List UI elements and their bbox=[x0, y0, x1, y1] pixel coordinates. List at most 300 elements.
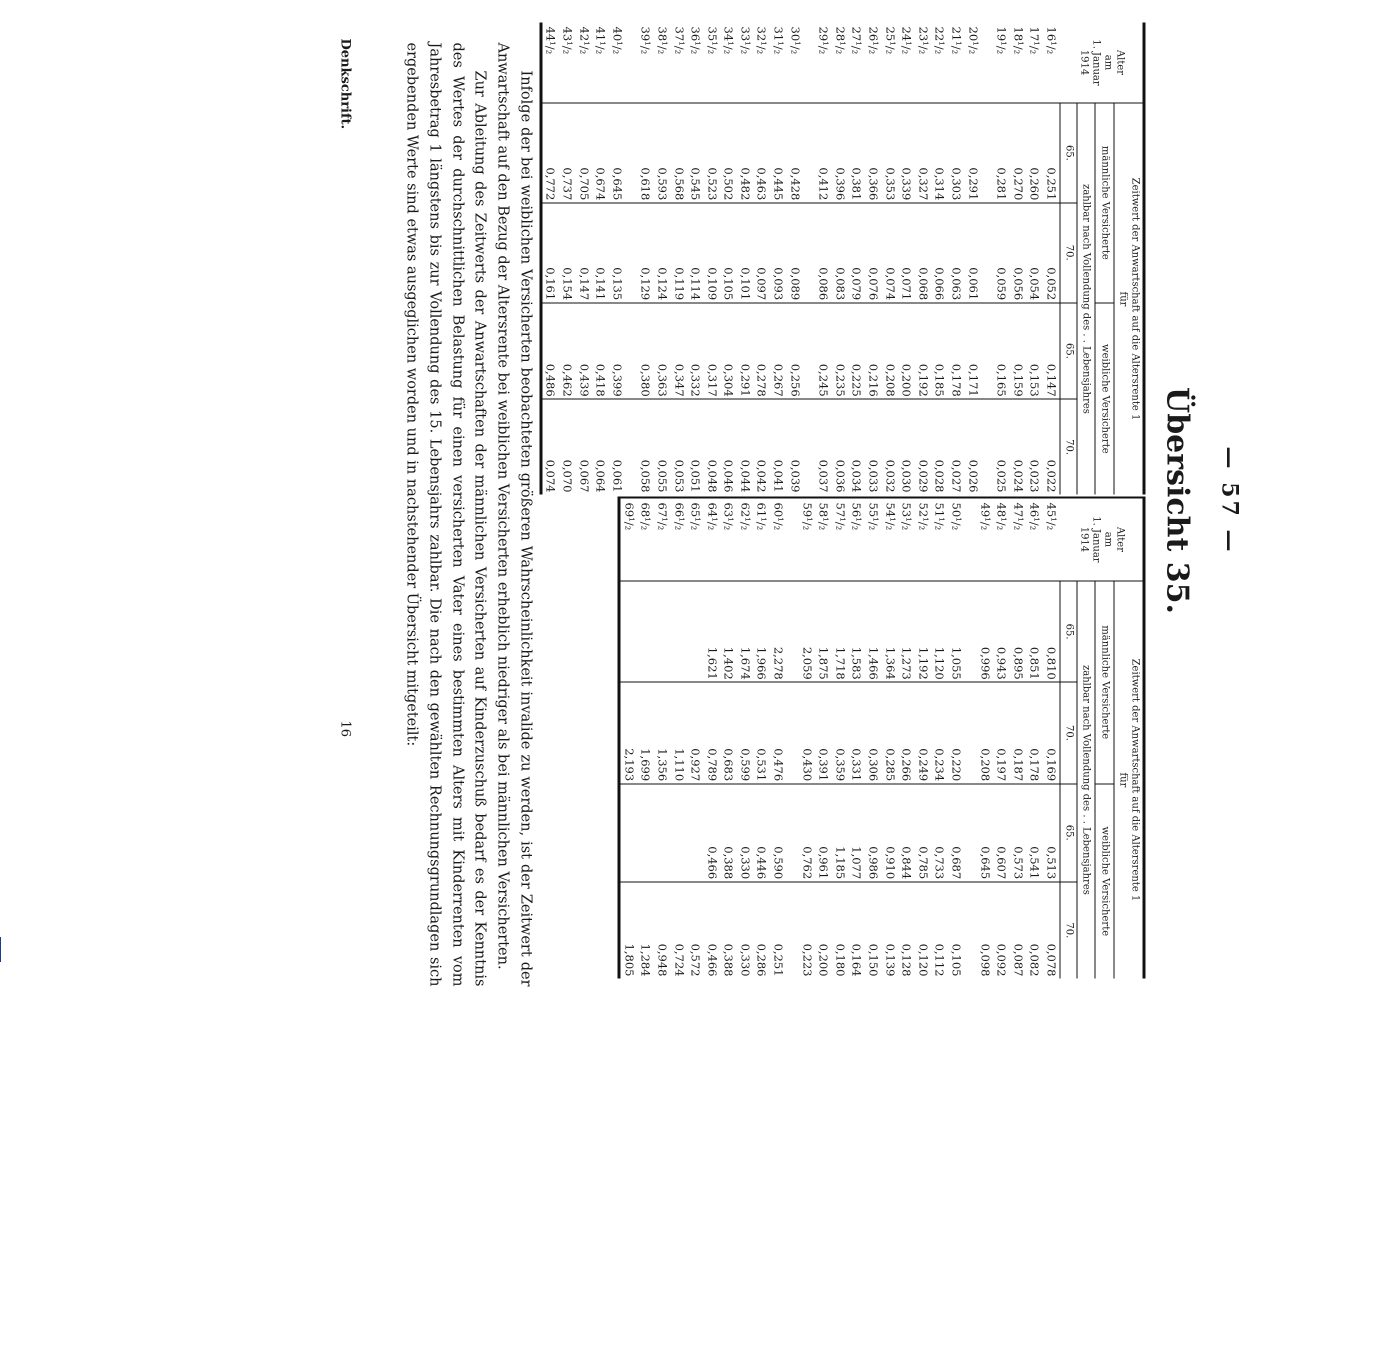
age-cell: 33¹/₂ bbox=[738, 26, 753, 55]
table-row bbox=[815, 498, 832, 979]
age-cell: 35¹/₂ bbox=[705, 26, 720, 55]
value-cell bbox=[619, 784, 637, 882]
value-cell: 0,026 bbox=[965, 399, 982, 494]
value-cell: 0,022 bbox=[1043, 399, 1060, 494]
value-cell: 0,314 bbox=[931, 103, 948, 203]
value-cell: 0,531 bbox=[753, 682, 770, 783]
value-cell: 0,446 bbox=[753, 784, 770, 882]
age-cell: 16¹/₂ bbox=[1044, 26, 1059, 55]
value-cell: 0,785 bbox=[915, 784, 932, 882]
table-row bbox=[1010, 23, 1027, 495]
value-cell: 0,353 bbox=[882, 103, 899, 203]
age-cell: 31¹/₂ bbox=[771, 26, 786, 55]
table-row bbox=[882, 498, 899, 979]
table-row bbox=[753, 23, 770, 495]
col-65: 65. bbox=[1060, 784, 1077, 882]
value-cell: 0,466 bbox=[704, 882, 721, 979]
value-cell: 0,234 bbox=[931, 682, 948, 783]
age-cell: 48¹/₂ bbox=[994, 502, 1009, 531]
value-cell: 1,364 bbox=[882, 581, 899, 682]
value-cell: 0,281 bbox=[993, 103, 1010, 203]
value-cell bbox=[965, 784, 977, 882]
age-cell bbox=[803, 23, 815, 103]
value-cell: 0,466 bbox=[704, 784, 721, 882]
value-cell: 1,402 bbox=[720, 581, 737, 682]
age-cell: 39¹/₂ bbox=[638, 26, 653, 55]
table-row bbox=[687, 23, 704, 495]
value-cell: 0,285 bbox=[882, 682, 899, 783]
value-cell: 0,418 bbox=[592, 303, 609, 400]
value-cell: 0,208 bbox=[882, 303, 899, 400]
value-cell bbox=[787, 784, 799, 882]
table-row bbox=[799, 498, 816, 979]
value-cell: 0,590 bbox=[770, 784, 787, 882]
age-header: Alter am 1. Januar 1914 bbox=[1078, 39, 1126, 86]
col-65: 65. bbox=[1060, 303, 1077, 400]
value-cell: 0,267 bbox=[770, 303, 787, 400]
age-cell: 60¹/₂ bbox=[771, 502, 786, 531]
value-cell bbox=[981, 203, 993, 303]
age-header: Alter am 1. Januar 1914 bbox=[1078, 516, 1126, 563]
value-cell: 0,036 bbox=[832, 399, 849, 494]
table-row bbox=[832, 498, 849, 979]
value-cell: 1,185 bbox=[832, 784, 849, 882]
table-row bbox=[948, 498, 965, 979]
value-cell: 0,705 bbox=[575, 103, 592, 203]
value-cell: 0,171 bbox=[965, 303, 982, 400]
value-cell: 0,381 bbox=[848, 103, 865, 203]
table-row bbox=[609, 23, 626, 495]
value-cell: 0,124 bbox=[654, 203, 671, 303]
value-cell: 0,129 bbox=[637, 203, 654, 303]
value-cell: 0,178 bbox=[948, 303, 965, 400]
value-cell: 0,330 bbox=[737, 784, 754, 882]
table-row bbox=[1043, 23, 1060, 495]
paragraph: Zur Ableitung des Zeitwerts der Anwartschaften der männlichen Versicherten auf Kinderzuschuß bedarf es der Kenntnis des Wertes der durchschnittlichen Belastung für einen versicherten Vater eines bestimmten Alters mit Kinderrenten vom Jahresbetrag 1 längstens bis zur Vollendung des 15. Lebensjahrs zahlbar. Die nach den gewählten Rechnungsgrundlagen sich ergebenden Werte sind etwas ausgeglichen worden und in nachstehender Übersicht mitgeteilt: bbox=[403, 42, 488, 987]
age-cell: 28¹/₂ bbox=[833, 26, 848, 55]
value-cell: 0,023 bbox=[1026, 399, 1043, 494]
value-cell: 0,051 bbox=[687, 399, 704, 494]
table-row bbox=[915, 498, 932, 979]
value-cell: 0,844 bbox=[898, 784, 915, 882]
female-header: weibliche Versicherte bbox=[1095, 784, 1114, 979]
age-cell: 54¹/₂ bbox=[883, 502, 898, 531]
value-cell: 0,083 bbox=[832, 203, 849, 303]
age-cell: 34¹/₂ bbox=[721, 26, 736, 55]
page-title: Übersicht 35. bbox=[1159, 387, 1195, 614]
value-cell: 0,063 bbox=[948, 203, 965, 303]
value-cell: 0,235 bbox=[832, 303, 849, 400]
value-cell: 1,120 bbox=[931, 581, 948, 682]
value-cell: 0,304 bbox=[720, 303, 737, 400]
value-cell: 0,070 bbox=[559, 399, 576, 494]
age-cell: 50¹/₂ bbox=[949, 502, 964, 531]
value-cell: 0,064 bbox=[592, 399, 609, 494]
value-cell: 0,052 bbox=[1043, 203, 1060, 303]
value-cell: 0,599 bbox=[737, 682, 754, 783]
age-cell: 51¹/₂ bbox=[932, 502, 947, 531]
value-cell: 0,399 bbox=[609, 303, 626, 400]
table-row bbox=[931, 498, 948, 979]
value-cell: 0,462 bbox=[559, 303, 576, 400]
age-cell: 64¹/₂ bbox=[705, 502, 720, 531]
value-cell: 0,098 bbox=[977, 882, 994, 979]
value-cell bbox=[787, 581, 799, 682]
value-cell bbox=[670, 581, 687, 682]
value-cell: 0,200 bbox=[815, 882, 832, 979]
page-number: — 57 — bbox=[1216, 446, 1243, 555]
age-cell: 40¹/₂ bbox=[610, 26, 625, 55]
value-cell: 1,966 bbox=[753, 581, 770, 682]
age-cell: 26¹/₂ bbox=[866, 26, 881, 55]
table-row bbox=[737, 23, 754, 495]
value-cell: 0,733 bbox=[931, 784, 948, 882]
value-cell bbox=[803, 399, 815, 494]
age-cell: 59¹/₂ bbox=[800, 502, 815, 531]
value-cell bbox=[637, 581, 654, 682]
value-cell: 0,078 bbox=[1043, 882, 1060, 979]
value-cell bbox=[654, 784, 671, 882]
age-cell: 68¹/₂ bbox=[638, 502, 653, 531]
payable-header: zahlbar nach Vollendung des . . Lebensjahres bbox=[1077, 581, 1095, 979]
table-row bbox=[993, 498, 1010, 979]
age-cell bbox=[981, 23, 993, 103]
value-cell: 0,119 bbox=[670, 203, 687, 303]
value-cell: 0,927 bbox=[687, 682, 704, 783]
value-cell: 0,772 bbox=[541, 103, 559, 203]
age-cell: 53¹/₂ bbox=[899, 502, 914, 531]
age-cell: 20¹/₂ bbox=[966, 26, 981, 55]
value-cell: 0,208 bbox=[977, 682, 994, 783]
value-cell: 0,029 bbox=[915, 399, 932, 494]
age-cell bbox=[965, 498, 977, 581]
table-row bbox=[882, 23, 899, 495]
age-cell: 42¹/₂ bbox=[577, 26, 592, 55]
value-cell: 0,573 bbox=[1010, 784, 1027, 882]
value-cell: 1,805 bbox=[619, 882, 637, 979]
value-cell: 0,388 bbox=[720, 784, 737, 882]
value-cell: 0,851 bbox=[1026, 581, 1043, 682]
age-cell: 41¹/₂ bbox=[593, 26, 608, 55]
table-row bbox=[704, 498, 721, 979]
value-cell: 0,034 bbox=[848, 399, 865, 494]
age-cell: 36¹/₂ bbox=[688, 26, 703, 55]
value-cell: 0,161 bbox=[541, 203, 559, 303]
age-cell: 38¹/₂ bbox=[655, 26, 670, 55]
value-cell: 0,439 bbox=[575, 303, 592, 400]
male-header: männliche Versicherte bbox=[1095, 581, 1114, 784]
age-cell: 25¹/₂ bbox=[883, 26, 898, 55]
age-cell: 66¹/₂ bbox=[672, 502, 687, 531]
value-cell: 0,216 bbox=[865, 303, 882, 400]
body-text bbox=[400, 43, 537, 987]
value-cell: 0,266 bbox=[898, 682, 915, 783]
value-cell: 0,044 bbox=[737, 399, 754, 494]
value-cell: 0,093 bbox=[770, 203, 787, 303]
age-cell: 18¹/₂ bbox=[1011, 26, 1026, 55]
value-cell: 0,055 bbox=[654, 399, 671, 494]
table-row bbox=[753, 498, 770, 979]
value-cell: 0,027 bbox=[948, 399, 965, 494]
table-row bbox=[787, 23, 804, 495]
value-cell: 0,245 bbox=[815, 303, 832, 400]
value-cell: 0,541 bbox=[1026, 784, 1043, 882]
value-cell: 0,087 bbox=[1010, 882, 1027, 979]
age-cell: 24¹/₂ bbox=[899, 26, 914, 55]
value-cell: 0,391 bbox=[815, 682, 832, 783]
table-row bbox=[981, 23, 993, 495]
value-cell: 0,128 bbox=[898, 882, 915, 979]
value-cell: 0,223 bbox=[799, 882, 816, 979]
value-cell: 0,225 bbox=[848, 303, 865, 400]
table-row bbox=[559, 23, 576, 495]
value-cell: 0,430 bbox=[799, 682, 816, 783]
female-header: weibliche Versicherte bbox=[1095, 303, 1114, 495]
value-cell: 0,067 bbox=[575, 399, 592, 494]
value-cell: 1,466 bbox=[865, 581, 882, 682]
value-cell: 0,996 bbox=[977, 581, 994, 682]
value-cell: 0,251 bbox=[1043, 103, 1060, 203]
age-cell: 27¹/₂ bbox=[849, 26, 864, 55]
value-cell: 0,683 bbox=[720, 682, 737, 783]
value-cell: 0,523 bbox=[704, 103, 721, 203]
value-cell: 0,105 bbox=[948, 882, 965, 979]
age-cell: 29¹/₂ bbox=[816, 26, 831, 55]
value-cell: 0,910 bbox=[882, 784, 899, 882]
age-cell: 47¹/₂ bbox=[1011, 502, 1026, 531]
value-cell: 0,039 bbox=[787, 399, 804, 494]
age-cell bbox=[787, 498, 799, 581]
value-cell: 0,388 bbox=[720, 882, 737, 979]
value-cell: 0,303 bbox=[948, 103, 965, 203]
signature: Denkschrift. bbox=[337, 38, 353, 130]
value-cell: 1,055 bbox=[948, 581, 965, 682]
table-row bbox=[575, 23, 592, 495]
value-cell: 0,200 bbox=[898, 303, 915, 400]
table-row bbox=[1026, 23, 1043, 495]
value-cell: 0,645 bbox=[609, 103, 626, 203]
col-70: 70. bbox=[1060, 399, 1077, 494]
value-cell: 0,545 bbox=[687, 103, 704, 203]
value-cell: 1,110 bbox=[670, 682, 687, 783]
table-row bbox=[541, 23, 559, 495]
value-cell: 0,061 bbox=[609, 399, 626, 494]
value-cell: 0,074 bbox=[541, 399, 559, 494]
value-cell: 0,033 bbox=[865, 399, 882, 494]
value-cell bbox=[637, 784, 654, 882]
value-cell: 0,030 bbox=[898, 399, 915, 494]
table-row bbox=[619, 498, 637, 979]
value-cell: 0,053 bbox=[670, 399, 687, 494]
table-row bbox=[720, 498, 737, 979]
value-cell bbox=[803, 103, 815, 203]
table-right bbox=[618, 497, 1146, 979]
value-cell: 0,789 bbox=[704, 682, 721, 783]
value-cell: 0,141 bbox=[592, 203, 609, 303]
value-cell: 0,165 bbox=[993, 303, 1010, 400]
value-cell: 0,150 bbox=[865, 882, 882, 979]
table-row bbox=[965, 498, 977, 979]
table-row bbox=[670, 23, 687, 495]
value-cell: 0,037 bbox=[815, 399, 832, 494]
value-cell: 0,291 bbox=[737, 303, 754, 400]
value-cell: 0,114 bbox=[687, 203, 704, 303]
value-cell: 0,359 bbox=[832, 682, 849, 783]
value-cell: 0,147 bbox=[575, 203, 592, 303]
table-row bbox=[592, 23, 609, 495]
value-cell: 0,482 bbox=[737, 103, 754, 203]
value-cell: 1,356 bbox=[654, 682, 671, 783]
value-cell: 0,572 bbox=[687, 882, 704, 979]
value-cell: 0,048 bbox=[704, 399, 721, 494]
value-cell bbox=[625, 399, 637, 494]
value-cell: 0,317 bbox=[704, 303, 721, 400]
value-cell: 0,260 bbox=[1026, 103, 1043, 203]
value-cell bbox=[803, 303, 815, 400]
age-cell bbox=[625, 23, 637, 103]
value-cell bbox=[687, 581, 704, 682]
value-cell: 0,674 bbox=[592, 103, 609, 203]
value-cell: 1,192 bbox=[915, 581, 932, 682]
table-row bbox=[687, 498, 704, 979]
age-cell: 32¹/₂ bbox=[755, 26, 769, 55]
value-cell: 0,724 bbox=[670, 882, 687, 979]
col-70: 70. bbox=[1060, 682, 1077, 783]
age-cell: 44¹/₂ bbox=[543, 26, 558, 55]
value-cell: 0,476 bbox=[770, 682, 787, 783]
table-right-body bbox=[619, 498, 1060, 979]
table-row bbox=[1043, 498, 1060, 979]
value-cell: 0,120 bbox=[915, 882, 932, 979]
table-left-body bbox=[541, 23, 1060, 495]
value-cell: 0,291 bbox=[965, 103, 982, 203]
value-cell bbox=[965, 581, 977, 682]
col-65: 65. bbox=[1060, 103, 1077, 203]
table-row bbox=[770, 498, 787, 979]
value-cell: 0,618 bbox=[637, 103, 654, 203]
age-cell: 56¹/₂ bbox=[849, 502, 864, 531]
value-cell: 0,327 bbox=[915, 103, 932, 203]
table-row bbox=[931, 23, 948, 495]
table-left bbox=[539, 23, 1145, 495]
value-cell: 0,054 bbox=[1026, 203, 1043, 303]
table-row bbox=[704, 23, 721, 495]
age-cell: 58¹/₂ bbox=[816, 502, 831, 531]
value-cell: 1,583 bbox=[848, 581, 865, 682]
value-cell: 0,089 bbox=[787, 203, 804, 303]
value-cell: 0,286 bbox=[753, 882, 770, 979]
age-cell: 21¹/₂ bbox=[949, 26, 964, 55]
span-header: Zeitwert der Anwartschaft auf die Altersrente 1 für bbox=[1114, 103, 1144, 495]
value-cell: 0,105 bbox=[720, 203, 737, 303]
age-cell: 45¹/₂ bbox=[1044, 502, 1059, 531]
value-cell: 0,256 bbox=[787, 303, 804, 400]
value-cell: 0,463 bbox=[753, 103, 770, 203]
table-row bbox=[977, 498, 994, 979]
value-cell: 1,077 bbox=[848, 784, 865, 882]
table-row bbox=[1026, 498, 1043, 979]
age-cell: 55¹/₂ bbox=[866, 502, 881, 531]
span-header: Zeitwert der Anwartschaft auf die Altersrente 1 für bbox=[1114, 581, 1144, 979]
value-cell: 0,197 bbox=[993, 682, 1010, 783]
value-cell: 0,169 bbox=[1043, 682, 1060, 783]
value-cell: 0,046 bbox=[720, 399, 737, 494]
value-cell: 0,042 bbox=[753, 399, 770, 494]
age-cell: 17¹/₂ bbox=[1027, 26, 1042, 55]
value-cell: 0,961 bbox=[815, 784, 832, 882]
table-row bbox=[654, 23, 671, 495]
value-cell: 0,092 bbox=[993, 882, 1010, 979]
age-cell: 69¹/₂ bbox=[622, 502, 637, 531]
value-cell: 0,737 bbox=[559, 103, 576, 203]
value-cell: 1,875 bbox=[815, 581, 832, 682]
value-cell: 0,251 bbox=[770, 882, 787, 979]
dfg-logo bbox=[0, 937, 1, 962]
value-cell: 0,101 bbox=[737, 203, 754, 303]
footer-page-number: 16 bbox=[337, 720, 353, 738]
value-cell: 0,066 bbox=[931, 203, 948, 303]
value-cell: 0,607 bbox=[993, 784, 1010, 882]
table-row bbox=[720, 23, 737, 495]
value-cell: 0,486 bbox=[541, 303, 559, 400]
table-row bbox=[898, 498, 915, 979]
value-cell: 0,074 bbox=[882, 203, 899, 303]
table-row bbox=[865, 498, 882, 979]
value-cell: 0,412 bbox=[815, 103, 832, 203]
value-cell bbox=[965, 682, 977, 783]
paragraph: Infolge der bei weiblichen Versicherten beobachteten größeren Wahrscheinlichkeit invalide zu werden, ist der Zeitwert der Anwartschaft auf den Bezug der Altersrente bei weiblichen Versicherten erheblich niedriger als bei männlichen Versicherten. bbox=[494, 42, 534, 987]
table-row bbox=[637, 498, 654, 979]
value-cell: 0,024 bbox=[1010, 399, 1027, 494]
value-cell: 0,153 bbox=[1026, 303, 1043, 400]
value-cell: 0,109 bbox=[704, 203, 721, 303]
table-row bbox=[948, 23, 965, 495]
value-cell bbox=[625, 303, 637, 400]
value-cell: 0,593 bbox=[654, 103, 671, 203]
value-cell: 0,568 bbox=[670, 103, 687, 203]
value-cell: 0,687 bbox=[948, 784, 965, 882]
value-cell: 0,513 bbox=[1043, 784, 1060, 882]
table-row bbox=[865, 23, 882, 495]
age-cell: 49¹/₂ bbox=[978, 502, 993, 531]
table-row bbox=[898, 23, 915, 495]
table-row bbox=[965, 23, 982, 495]
value-cell: 0,041 bbox=[770, 399, 787, 494]
value-cell: 0,178 bbox=[1026, 682, 1043, 783]
value-cell: 0,059 bbox=[993, 203, 1010, 303]
value-cell: 0,339 bbox=[898, 103, 915, 203]
value-cell: 0,068 bbox=[915, 203, 932, 303]
value-cell bbox=[654, 581, 671, 682]
value-cell: 1,674 bbox=[737, 581, 754, 682]
value-cell: 0,502 bbox=[720, 103, 737, 203]
payable-header: zahlbar nach Vollendung des . . Lebensjahres bbox=[1077, 103, 1095, 495]
table-row bbox=[848, 23, 865, 495]
value-cell bbox=[803, 203, 815, 303]
value-cell: 0,079 bbox=[848, 203, 865, 303]
value-cell: 0,185 bbox=[931, 303, 948, 400]
value-cell: 1,284 bbox=[637, 882, 654, 979]
age-cell: 65¹/₂ bbox=[688, 502, 703, 531]
value-cell: 0,139 bbox=[882, 882, 899, 979]
value-cell: 0,159 bbox=[1010, 303, 1027, 400]
table-row bbox=[832, 23, 849, 495]
value-cell bbox=[965, 882, 977, 979]
value-cell: 0,943 bbox=[993, 581, 1010, 682]
table-row bbox=[815, 23, 832, 495]
value-cell: 0,396 bbox=[832, 103, 849, 203]
age-cell: 46¹/₂ bbox=[1027, 502, 1042, 531]
